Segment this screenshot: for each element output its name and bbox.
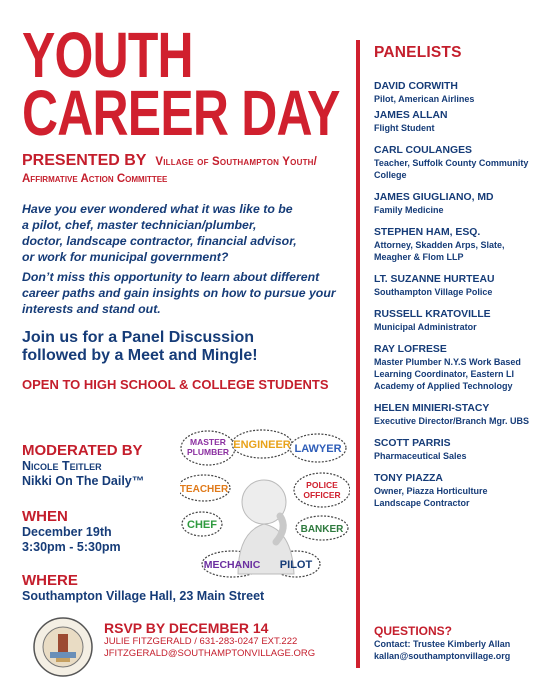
rsvp-contact: JULIE FITZGERALD / 631-283-0247 EXT.222 bbox=[104, 636, 298, 647]
panelist-name: DAVID CORWITH bbox=[374, 81, 458, 92]
intro-line: Have you ever wondered what it was like to be bbox=[22, 202, 293, 216]
career-lawyer: LAWYER bbox=[294, 443, 342, 455]
intro-line: doctor, landscape contractor, financial advisor, bbox=[22, 234, 297, 248]
main-column bbox=[22, 19, 354, 392]
panelist-name: SCOTT PARRIS bbox=[374, 438, 451, 449]
panelist-role: Teacher, Suffolk County Community College bbox=[374, 158, 529, 180]
when-section bbox=[22, 508, 182, 555]
moderator-section bbox=[22, 442, 182, 489]
career-banker: BANKER bbox=[300, 524, 344, 535]
join-line: Join us for a Panel Discussion bbox=[22, 329, 255, 346]
questions-heading: QUESTIONS? bbox=[374, 624, 453, 638]
title-line-1: YOUTH bbox=[22, 19, 193, 91]
where-heading: WHERE bbox=[22, 572, 78, 589]
audience-note: OPEN TO HIGH SCHOOL & COLLEGE STUDENTS bbox=[22, 377, 329, 392]
moderator-name: Nicole Teitler bbox=[22, 459, 102, 473]
rsvp-email[interactable]: JFITZGERALD@SOUTHAMPTONVILLAGE.ORG bbox=[104, 648, 316, 659]
panelist-item bbox=[374, 273, 534, 298]
page-title bbox=[22, 19, 340, 149]
career-master-plumber: MASTER bbox=[190, 437, 226, 447]
panelists-heading: PANELISTS bbox=[374, 44, 462, 61]
panelist-role: Master Plumber N.Y.S Work Based Learning Coordinator, Eastern LI Academy of Applied Technology bbox=[374, 357, 521, 391]
panelist-item bbox=[374, 144, 534, 181]
panelist-name: HELEN MINIERI-STACY bbox=[374, 403, 490, 414]
presented-label: PRESENTED BY bbox=[22, 152, 147, 169]
panelist-role: Family Medicine bbox=[374, 205, 444, 215]
panelist-name: CARL COULANGES bbox=[374, 145, 472, 156]
moderator-heading: MODERATED BY bbox=[22, 442, 143, 459]
panelist-item bbox=[374, 402, 534, 427]
join-heading bbox=[22, 329, 354, 365]
questions-section bbox=[374, 624, 539, 662]
rsvp-section bbox=[104, 620, 344, 660]
panelist-name: RUSSELL KRATOVILLE bbox=[374, 309, 491, 320]
intro-paragraph-2 bbox=[22, 269, 354, 317]
intro2-line: interests and stand out. bbox=[22, 302, 161, 316]
when-heading: WHEN bbox=[22, 508, 68, 525]
questions-email[interactable]: kallan@southamptonvillage.org bbox=[374, 651, 511, 661]
career-teacher: TEACHER bbox=[180, 484, 229, 495]
panelist-name: JAMES ALLAN bbox=[374, 110, 448, 121]
career-engineer: ENGINEER bbox=[233, 439, 291, 451]
village-seal-logo bbox=[32, 616, 94, 678]
career-officer: OFFICER bbox=[303, 490, 341, 500]
presented-by bbox=[22, 152, 354, 171]
presented-org-line-2: Affirmative Action Committee bbox=[22, 173, 168, 185]
intro-line: a pilot, chef, master technician/plumber, bbox=[22, 218, 257, 232]
event-date: December 19th bbox=[22, 525, 112, 539]
panelist-item bbox=[374, 80, 534, 105]
career-mechanic: MECHANIC bbox=[203, 559, 261, 571]
panelist-item bbox=[374, 191, 534, 216]
presented-org-line-1: Village of Southampton Youth/ bbox=[155, 156, 318, 168]
career-pilot: PILOT bbox=[279, 559, 313, 571]
title-line-2: CAREER DAY bbox=[22, 77, 340, 149]
career-police: POLICE bbox=[306, 480, 338, 490]
column-divider bbox=[356, 40, 360, 668]
intro2-line: Don’t miss this opportunity to learn about different bbox=[22, 270, 320, 284]
panelist-item bbox=[374, 226, 534, 263]
questions-contact: Contact: Trustee Kimberly Allan bbox=[374, 639, 511, 649]
rsvp-heading: RSVP BY DECEMBER 14 bbox=[104, 620, 269, 636]
panelist-name: STEPHEN HAM, ESQ. bbox=[374, 227, 481, 238]
moderator-show: Nikki On The Daily™ bbox=[22, 474, 145, 488]
panelist-item bbox=[374, 308, 534, 333]
panelist-role: Southampton Village Police bbox=[374, 287, 493, 297]
panelist-name: LT. SUZANNE HURTEAU bbox=[374, 274, 495, 285]
panelists-column bbox=[374, 44, 534, 509]
panelist-role: Municipal Administrator bbox=[374, 322, 477, 332]
intro-line: or work for municipal government? bbox=[22, 250, 229, 264]
panelist-role: Executive Director/Branch Mgr. UBS bbox=[374, 416, 530, 426]
panelist-role: Flight Student bbox=[374, 123, 435, 133]
panelist-name: JAMES GIUGLIANO, MD bbox=[374, 192, 494, 203]
panelist-item bbox=[374, 109, 534, 134]
intro-paragraph bbox=[22, 201, 354, 265]
career-chef: CHEF bbox=[187, 519, 217, 531]
join-line: followed by a Meet and Mingle! bbox=[22, 347, 258, 364]
panelist-item bbox=[374, 343, 534, 392]
panelist-role: Pharmaceutical Sales bbox=[374, 451, 467, 461]
event-time: 3:30pm - 5:30pm bbox=[22, 540, 121, 554]
panelist-role: Pilot, American Airlines bbox=[374, 94, 475, 104]
career-word-cloud bbox=[180, 424, 350, 584]
panelist-item bbox=[374, 437, 534, 462]
panelist-item bbox=[374, 472, 534, 509]
panelist-name: TONY PIAZZA bbox=[374, 473, 443, 484]
event-location: Southampton Village Hall, 23 Main Street bbox=[22, 589, 265, 603]
panelist-role: Attorney, Skadden Arps, Slate, Meagher & Flom LLP bbox=[374, 240, 505, 262]
intro2-line: career paths and gain insights on how to pursue your bbox=[22, 286, 336, 300]
panelist-role: Owner, Piazza Horticulture Landscape Contractor bbox=[374, 486, 488, 508]
career-master-plumber-2: PLUMBER bbox=[186, 447, 230, 457]
panelist-name: RAY LOFRESE bbox=[374, 344, 447, 355]
